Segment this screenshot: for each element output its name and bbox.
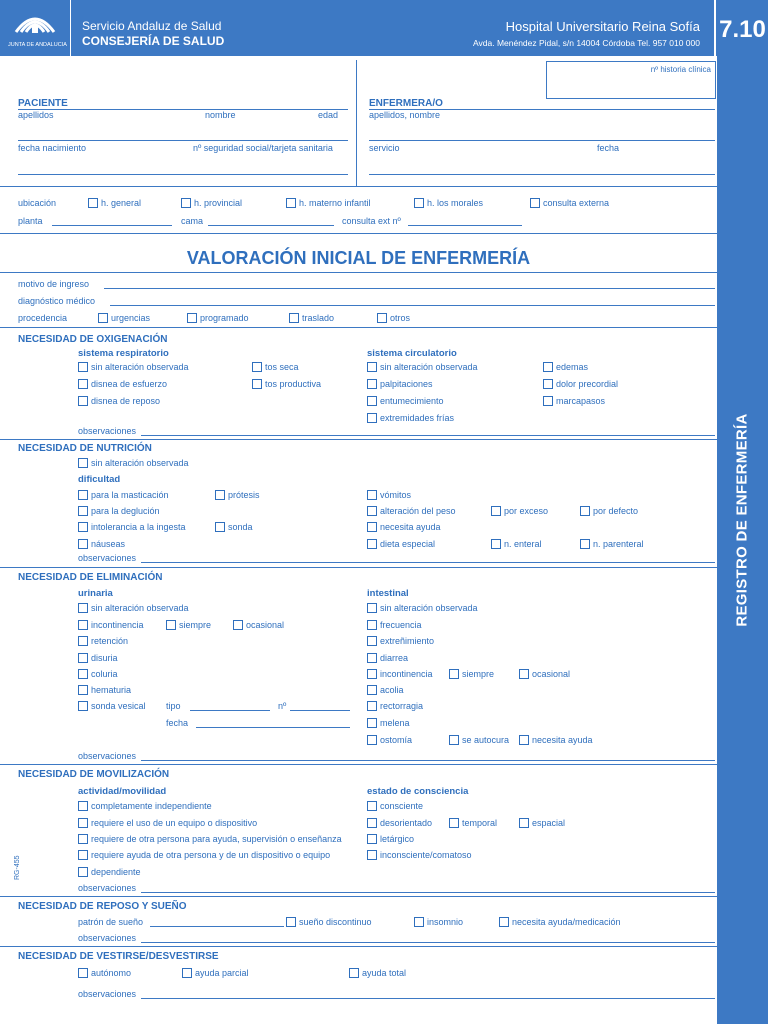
checkbox[interactable] <box>449 818 459 828</box>
checkbox[interactable] <box>377 313 387 323</box>
logo-area <box>0 0 71 56</box>
nutricion-option[interactable]: vómitos <box>367 490 411 500</box>
title-divider <box>0 272 717 273</box>
intestinal-option[interactable]: frecuencia <box>367 620 422 630</box>
enfermera-name-line[interactable] <box>369 140 715 141</box>
fecha-nacimiento-label: fecha nacimiento <box>18 143 87 153</box>
vestirse-title: NECESIDAD DE VESTIRSE/DESVESTIRSE <box>18 951 219 962</box>
planta-label: planta <box>18 216 43 226</box>
urinaria-option[interactable]: sin alteración observada <box>78 603 189 613</box>
intestinal-option[interactable]: acolia <box>367 685 404 695</box>
urinaria-option[interactable]: disuria <box>78 653 118 663</box>
intestinal-option[interactable]: ocasional <box>519 669 570 679</box>
checkbox[interactable] <box>491 506 501 516</box>
ubicacion-label: ubicación <box>18 198 57 208</box>
section-divider <box>0 233 717 234</box>
motivo-label: motivo de ingreso <box>18 279 90 289</box>
checkbox[interactable] <box>78 396 88 406</box>
nutricion-option[interactable]: por exceso <box>491 506 548 516</box>
procedencia-programado[interactable]: programado <box>187 313 249 323</box>
checkbox[interactable] <box>367 834 377 844</box>
checkbox[interactable] <box>414 198 424 208</box>
sonda-tipo-line[interactable] <box>190 710 270 711</box>
consciencia-option[interactable]: temporal <box>449 818 497 828</box>
apellidos-label: apellidos <box>18 110 54 120</box>
servicio-label: servicio <box>369 143 400 153</box>
checkbox[interactable] <box>367 396 377 406</box>
checkbox[interactable] <box>543 396 553 406</box>
nutricion-title: NECESIDAD DE NUTRICIÓN <box>18 443 152 454</box>
nutricion-option[interactable]: n. parenteral <box>580 539 644 549</box>
oxigenacion-observaciones-label: observaciones <box>78 426 137 436</box>
urinaria-option[interactable]: siempre <box>166 620 211 630</box>
intestinal-option[interactable]: se autocura <box>449 735 509 745</box>
nutricion-option[interactable]: por defecto <box>580 506 638 516</box>
checkbox[interactable] <box>78 603 88 613</box>
checkbox[interactable] <box>367 379 377 389</box>
reposo-option[interactable]: insomnio <box>414 917 463 927</box>
resp-title: sistema respiratorio <box>78 348 169 359</box>
circ-option[interactable]: edemas <box>543 362 588 372</box>
checkbox[interactable] <box>78 522 88 532</box>
checkbox[interactable] <box>166 620 176 630</box>
nutricion-option[interactable]: para la masticación <box>78 490 169 500</box>
nutricion-observaciones-line[interactable] <box>141 562 715 563</box>
checkbox[interactable] <box>78 653 88 663</box>
nutricion-option[interactable]: prótesis <box>215 490 260 500</box>
checkbox[interactable] <box>78 701 88 711</box>
sonda-fecha-line[interactable] <box>196 727 350 728</box>
nombre-label: nombre <box>205 110 236 120</box>
checkbox[interactable] <box>252 362 262 372</box>
consulta-ext-line[interactable] <box>408 225 522 226</box>
actividad-option[interactable]: requiere el uso de un equipo o dispositivo <box>78 818 257 828</box>
checkbox[interactable] <box>580 539 590 549</box>
checkbox[interactable] <box>367 735 377 745</box>
checkbox[interactable] <box>88 198 98 208</box>
paciente-underline <box>18 109 348 110</box>
reposo-option[interactable]: necesita ayuda/medicación <box>499 917 621 927</box>
intestinal-option[interactable]: melena <box>367 718 410 728</box>
consulta-ext-label: consulta ext nº <box>342 216 401 226</box>
checkbox[interactable] <box>78 379 88 389</box>
vestirse-observaciones-label: observaciones <box>78 989 137 999</box>
dificultad-title: dificultad <box>78 474 121 485</box>
form-code: RG-455 <box>14 855 21 880</box>
paciente-title: PACIENTE <box>18 98 68 109</box>
checkbox[interactable] <box>414 917 424 927</box>
patron-sueno-label: patrón de sueño <box>78 917 144 927</box>
checkbox[interactable] <box>78 968 88 978</box>
vestirse-option[interactable]: ayuda total <box>349 968 406 978</box>
circ-option[interactable]: dolor precordial <box>543 379 618 389</box>
intestinal-title: intestinal <box>367 588 409 599</box>
ubicacion-consulta-externa[interactable]: consulta externa <box>530 198 609 208</box>
checkbox[interactable] <box>499 917 509 927</box>
oxigenacion-title: NECESIDAD DE OXIGENACIÓN <box>18 334 168 345</box>
enfermera-fecha-label: fecha <box>597 143 620 153</box>
actividad-option[interactable]: requiere ayuda de otra persona y de un dispositivo o equipo <box>78 850 330 860</box>
ubicacion-h-morales[interactable]: h. los morales <box>414 198 483 208</box>
checkbox[interactable] <box>367 362 377 372</box>
checkbox[interactable] <box>519 669 529 679</box>
nutricion-option[interactable]: sonda <box>215 522 253 532</box>
checkbox[interactable] <box>78 834 88 844</box>
org-department: CONSEJERÍA DE SALUD <box>82 34 225 48</box>
vestirse-option[interactable]: ayuda parcial <box>182 968 249 978</box>
urinaria-title: urinaria <box>78 588 113 599</box>
circ-option[interactable]: marcapasos <box>543 396 605 406</box>
movilizacion-title: NECESIDAD DE MOVILIZACIÓN <box>18 769 170 780</box>
intestinal-option[interactable]: incontinencia <box>367 669 433 679</box>
circ-option[interactable]: sin alteración observada <box>367 362 478 372</box>
checkbox[interactable] <box>78 458 88 468</box>
nutricion-option[interactable]: para la deglución <box>78 506 160 516</box>
intestinal-option[interactable]: diarrea <box>367 653 408 663</box>
checkbox[interactable] <box>215 490 225 500</box>
circ-title: sistema circulatorio <box>367 348 457 359</box>
eliminacion-title: NECESIDAD DE ELIMINACIÓN <box>18 572 163 583</box>
planta-line[interactable] <box>52 225 172 226</box>
checkbox[interactable] <box>78 685 88 695</box>
paciente-name-line[interactable] <box>18 140 348 141</box>
enfermera-servicio-line[interactable] <box>369 174 715 175</box>
section-divider <box>0 764 717 765</box>
nutricion-option[interactable]: alteración del peso <box>367 506 456 516</box>
movilizacion-observaciones-line[interactable] <box>141 892 715 893</box>
checkbox[interactable] <box>543 362 553 372</box>
hospital-address: Avda. Menéndez Pidal, s/n 14004 Córdoba Tel. 957 010 000 <box>473 38 700 48</box>
enfermera-title: ENFERMERA/O <box>369 98 443 109</box>
reposo-title: NECESIDAD DE REPOSO Y SUEÑO <box>18 901 187 912</box>
ubicacion-h-materno[interactable]: h. materno infantil <box>286 198 371 208</box>
circ-option[interactable]: palpitaciones <box>367 379 433 389</box>
checkbox[interactable] <box>181 198 191 208</box>
section-divider <box>0 186 717 187</box>
urinaria-option[interactable]: ocasional <box>233 620 284 630</box>
checkbox[interactable] <box>367 653 377 663</box>
checkbox[interactable] <box>78 539 88 549</box>
checkbox[interactable] <box>286 917 296 927</box>
actividad-title: actividad/movilidad <box>78 786 167 797</box>
checkbox[interactable] <box>215 522 225 532</box>
checkbox[interactable] <box>367 603 377 613</box>
section-divider <box>0 946 717 947</box>
checkbox[interactable] <box>182 968 192 978</box>
nutricion-option[interactable]: náuseas <box>78 539 125 549</box>
section-divider <box>0 439 717 440</box>
checkbox[interactable] <box>367 850 377 860</box>
checkbox[interactable] <box>289 313 299 323</box>
intestinal-option[interactable]: sin alteración observada <box>367 603 478 613</box>
resp-option[interactable]: sin alteración observada <box>78 362 189 372</box>
checkbox[interactable] <box>187 313 197 323</box>
patient-nurse-divider <box>356 60 357 186</box>
checkbox[interactable] <box>78 620 88 630</box>
checkbox[interactable] <box>367 636 377 646</box>
nutricion-observaciones-label: observaciones <box>78 553 137 563</box>
intestinal-option[interactable]: necesita ayuda <box>519 735 593 745</box>
sonda-numero-label: nº <box>278 701 287 711</box>
nutricion-option[interactable]: dieta especial <box>367 539 435 549</box>
checkbox[interactable] <box>367 801 377 811</box>
side-label: REGISTRO DE ENFERMERÍA <box>733 413 751 627</box>
nutricion-sin-alteracion[interactable]: sin alteración observada <box>78 458 189 468</box>
header-divider <box>714 0 716 56</box>
eliminacion-observaciones-line[interactable] <box>141 760 715 761</box>
checkbox[interactable] <box>530 198 540 208</box>
resp-option[interactable]: disnea de reposo <box>78 396 160 406</box>
form-number: 7.10 <box>719 16 766 43</box>
checkbox[interactable] <box>78 818 88 828</box>
edad-label: edad <box>318 110 339 120</box>
historia-clinica-label: nº historia clínica <box>650 65 711 74</box>
checkbox[interactable] <box>491 539 501 549</box>
circ-option[interactable]: extremidades frías <box>367 413 454 423</box>
checkbox[interactable] <box>78 636 88 646</box>
ubicacion-h-provincial[interactable]: h. provincial <box>181 198 242 208</box>
checkbox[interactable] <box>349 968 359 978</box>
checkbox[interactable] <box>252 379 262 389</box>
vestirse-observaciones-line[interactable] <box>141 998 715 999</box>
nutricion-option[interactable]: n. enteral <box>491 539 542 549</box>
logo-caption: JUNTA DE ANDALUCIA <box>8 42 67 48</box>
movilizacion-observaciones-label: observaciones <box>78 883 137 893</box>
checkbox[interactable] <box>367 490 377 500</box>
urinaria-option[interactable]: sonda vesical <box>78 701 146 711</box>
resp-option[interactable]: disnea de esfuerzo <box>78 379 167 389</box>
checkbox[interactable] <box>78 850 88 860</box>
checkbox[interactable] <box>543 379 553 389</box>
procedencia-label: procedencia <box>18 313 68 323</box>
urinaria-option[interactable]: coluria <box>78 669 118 679</box>
section-divider <box>0 567 717 568</box>
checkbox[interactable] <box>367 522 377 532</box>
nss-label: nº seguridad social/tarjeta sanitaria <box>193 143 333 153</box>
patron-sueno-line[interactable] <box>150 926 284 927</box>
actividad-option[interactable]: requiere de otra persona para ayuda, supervisión o enseñanza <box>78 834 342 844</box>
checkbox[interactable] <box>519 818 529 828</box>
intestinal-option[interactable]: extreñimiento <box>367 636 434 646</box>
urinaria-option[interactable]: hematuria <box>78 685 131 695</box>
procedencia-urgencias[interactable]: urgencias <box>98 313 150 323</box>
intestinal-option[interactable]: siempre <box>449 669 494 679</box>
consciencia-option[interactable]: espacial <box>519 818 565 828</box>
checkbox[interactable] <box>98 313 108 323</box>
checkbox[interactable] <box>367 685 377 695</box>
consciencia-title: estado de consciencia <box>367 786 469 797</box>
procedencia-traslado[interactable]: traslado <box>289 313 334 323</box>
ubicacion-h-general[interactable]: h. general <box>88 198 141 208</box>
circ-option[interactable]: entumecimiento <box>367 396 444 406</box>
diagnostico-label: diagnóstico médico <box>18 296 96 306</box>
checkbox[interactable] <box>78 669 88 679</box>
checkbox[interactable] <box>367 669 377 679</box>
consciencia-option[interactable]: consciente <box>367 801 423 811</box>
urinaria-option[interactable]: incontinencia <box>78 620 144 630</box>
checkbox[interactable] <box>367 413 377 423</box>
checkbox[interactable] <box>78 867 88 877</box>
vestirse-option[interactable]: autónomo <box>78 968 131 978</box>
cama-label: cama <box>181 216 204 226</box>
checkbox[interactable] <box>367 539 377 549</box>
reposo-observaciones-label: observaciones <box>78 933 137 943</box>
consciencia-option[interactable]: inconsciente/comatoso <box>367 850 472 860</box>
checkbox[interactable] <box>449 669 459 679</box>
reposo-observaciones-line[interactable] <box>141 942 715 943</box>
form-title: VALORACIÓN INICIAL DE ENFERMERÍA <box>186 248 531 268</box>
checkbox[interactable] <box>367 701 377 711</box>
checkbox[interactable] <box>367 818 377 828</box>
checkbox[interactable] <box>78 801 88 811</box>
eliminacion-observaciones-label: observaciones <box>78 751 137 761</box>
urinaria-option[interactable]: retención <box>78 636 128 646</box>
checkbox[interactable] <box>78 362 88 372</box>
org-name: Servicio Andaluz de Salud <box>82 19 222 33</box>
checkbox[interactable] <box>233 620 243 630</box>
checkbox[interactable] <box>367 718 377 728</box>
enfermera-nombre-label: apellidos, nombre <box>369 110 441 120</box>
intestinal-option[interactable]: rectorragia <box>367 701 423 711</box>
intestinal-option[interactable]: ostomía <box>367 735 412 745</box>
section-divider <box>0 896 717 897</box>
oxigenacion-observaciones-line[interactable] <box>141 435 715 436</box>
section-divider <box>0 327 717 328</box>
sonda-tipo-label: tipo <box>166 701 181 711</box>
sonda-numero-line[interactable] <box>290 710 350 711</box>
checkbox[interactable] <box>519 735 529 745</box>
checkbox[interactable] <box>367 506 377 516</box>
resp-option[interactable]: tos seca <box>252 362 299 372</box>
procedencia-otros[interactable]: otros <box>377 313 410 323</box>
actividad-option[interactable]: dependiente <box>78 867 141 877</box>
motivo-line[interactable] <box>104 288 715 289</box>
actividad-option[interactable]: completamente independiente <box>78 801 212 811</box>
nutricion-option[interactable]: intolerancia a la ingesta <box>78 522 186 532</box>
checkbox[interactable] <box>78 490 88 500</box>
sonda-fecha-label: fecha <box>166 718 189 728</box>
checkbox[interactable] <box>78 506 88 516</box>
hospital-name: Hospital Universitario Reina Sofía <box>505 19 700 34</box>
checkbox[interactable] <box>580 506 590 516</box>
cama-line[interactable] <box>208 225 334 226</box>
resp-option[interactable]: tos productiva <box>252 379 321 389</box>
consciencia-option[interactable]: letárgico <box>367 834 414 844</box>
checkbox[interactable] <box>286 198 296 208</box>
reposo-option[interactable]: sueño discontinuo <box>286 917 372 927</box>
checkbox[interactable] <box>367 620 377 630</box>
diagnostico-line[interactable] <box>110 305 715 306</box>
nutricion-option[interactable]: necesita ayuda <box>367 522 441 532</box>
consciencia-option[interactable]: desorientado <box>367 818 432 828</box>
junta-andalucia-logo-icon <box>12 8 58 36</box>
historia-clinica-box[interactable] <box>546 61 716 99</box>
paciente-dob-line[interactable] <box>18 174 348 175</box>
checkbox[interactable] <box>449 735 459 745</box>
